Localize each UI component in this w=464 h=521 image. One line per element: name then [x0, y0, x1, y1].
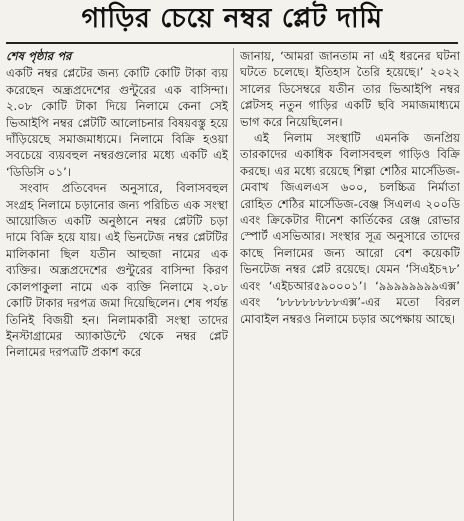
article-paragraph: এই নিলাম সংস্থাটি এমনকি জনপ্রিয় তারকাদের একাধিক বিলাসবহুল গাড়িও বিক্রি করছে। এর মধ্যে রয়েছে শিল্পা শেঠির মার্সেডিজ-মেবাখ জিএলএস ৬০০, চলচ্চিত্র নির্মাতা রোহিত শেঠির মার্সেডিজ-বেঞ্জ সিএলএ ২০০ডি এবং ক্রিকেটার দীনেশ কার্তিকের রেঞ্জ রোভার স্পোর্ট এসভিআর। সংস্থার সূত্র অনুসারে তাদের কাছে নিলামের জন্য আরো বেশ কয়েকটি ভিনটেজ নম্বর প্লেট রয়েছে। যেমন ‘সিএইচ৭৮’ এবং ‘এইচআর৫৯০০০১’। ‘৯৯৯৯৯৯৯৯এক্স’ এবং ‘৮৮৮৮৮৮৮৮এক্স’-এর মতো বিরল মোবাইল নম্বরও নিলামে চড়ার অপেক্ষায় আছে।	[240, 131, 460, 326]
article-paragraph: জানায়, ‘আমরা জানতাম না এই ধরনের ঘটনা ঘটতে চলেছে। ইতিহাস তৈরি হয়েছে।’ ২০২২ সালের ডিসেম্বরে যতীন তার ভিআইপি নম্বর প্লেটসহ নতুন গাড়ির একটি ছবি সমাজমাধ্যমে ভাগ করে নিয়েছিলেন।	[240, 49, 460, 129]
right-column	[240, 48, 460, 521]
column-divider	[233, 48, 234, 521]
headline-rule	[6, 42, 458, 44]
left-column	[6, 48, 228, 521]
headline: গাড়ির চেয়ে নম্বর প্লেট দামি	[81, 2, 383, 34]
continuation-kicker: শেষ পৃষ্ঠার পর	[6, 49, 72, 63]
article-paragraph: সংবাদ প্রতিবেদন অনুসারে, বিলাসবহুল সংগ্রহ নিলামে চড়ানোর জন্য পরিচিত এক সংস্থা আয়োজিত একটি অনুষ্ঠানে নম্বর প্লেটটি চড়া দামে বিক্রি হয়ে যায়। এই ভিনটেজ নম্বর প্লেটটির মালিকানা ছিল যতীন আহুজা নামের এক ব্যক্তির। অন্ধ্রপ্রদেশের গুন্টুরের বাসিন্দা কিরণ কোলপাকুলা নামে এক ব্যক্তি নিলামে ২.০৮ কোটি টাকার দরপত্র জমা দিয়েছিলেন। শেষ পর্যন্ত তিনিই বিজয়ী হন। নিলামকারী সংস্থা তাদের ইনস্টাগ্রামের অ্যাকাউন্টে থেকে নম্বর প্লেট নিলামের দরপত্রটি প্রকাশ করে	[6, 181, 228, 360]
article-paragraph: একটি নম্বর প্লেটের জন্য কোটি কোটি টাকা ব্যয় করেছেন অন্ধ্রপ্রদেশের গুন্টুরের এক বাসিন্দা। ২.০৮ কোটি টাকা দিয়ে নিলামে কেনা সেই ভিআইপি নম্বর প্লেটটি আলোচনার বিষয়বস্তু হয়ে দাঁড়িয়েছে সমাজমাধ্যমে। নিলামে বিক্রি হওয়া সবচেয়ে ব্যয়বহুল নম্বরগুলোর মধ্যে একটি এই ‘ডিডিসি ০১’।	[6, 66, 228, 179]
